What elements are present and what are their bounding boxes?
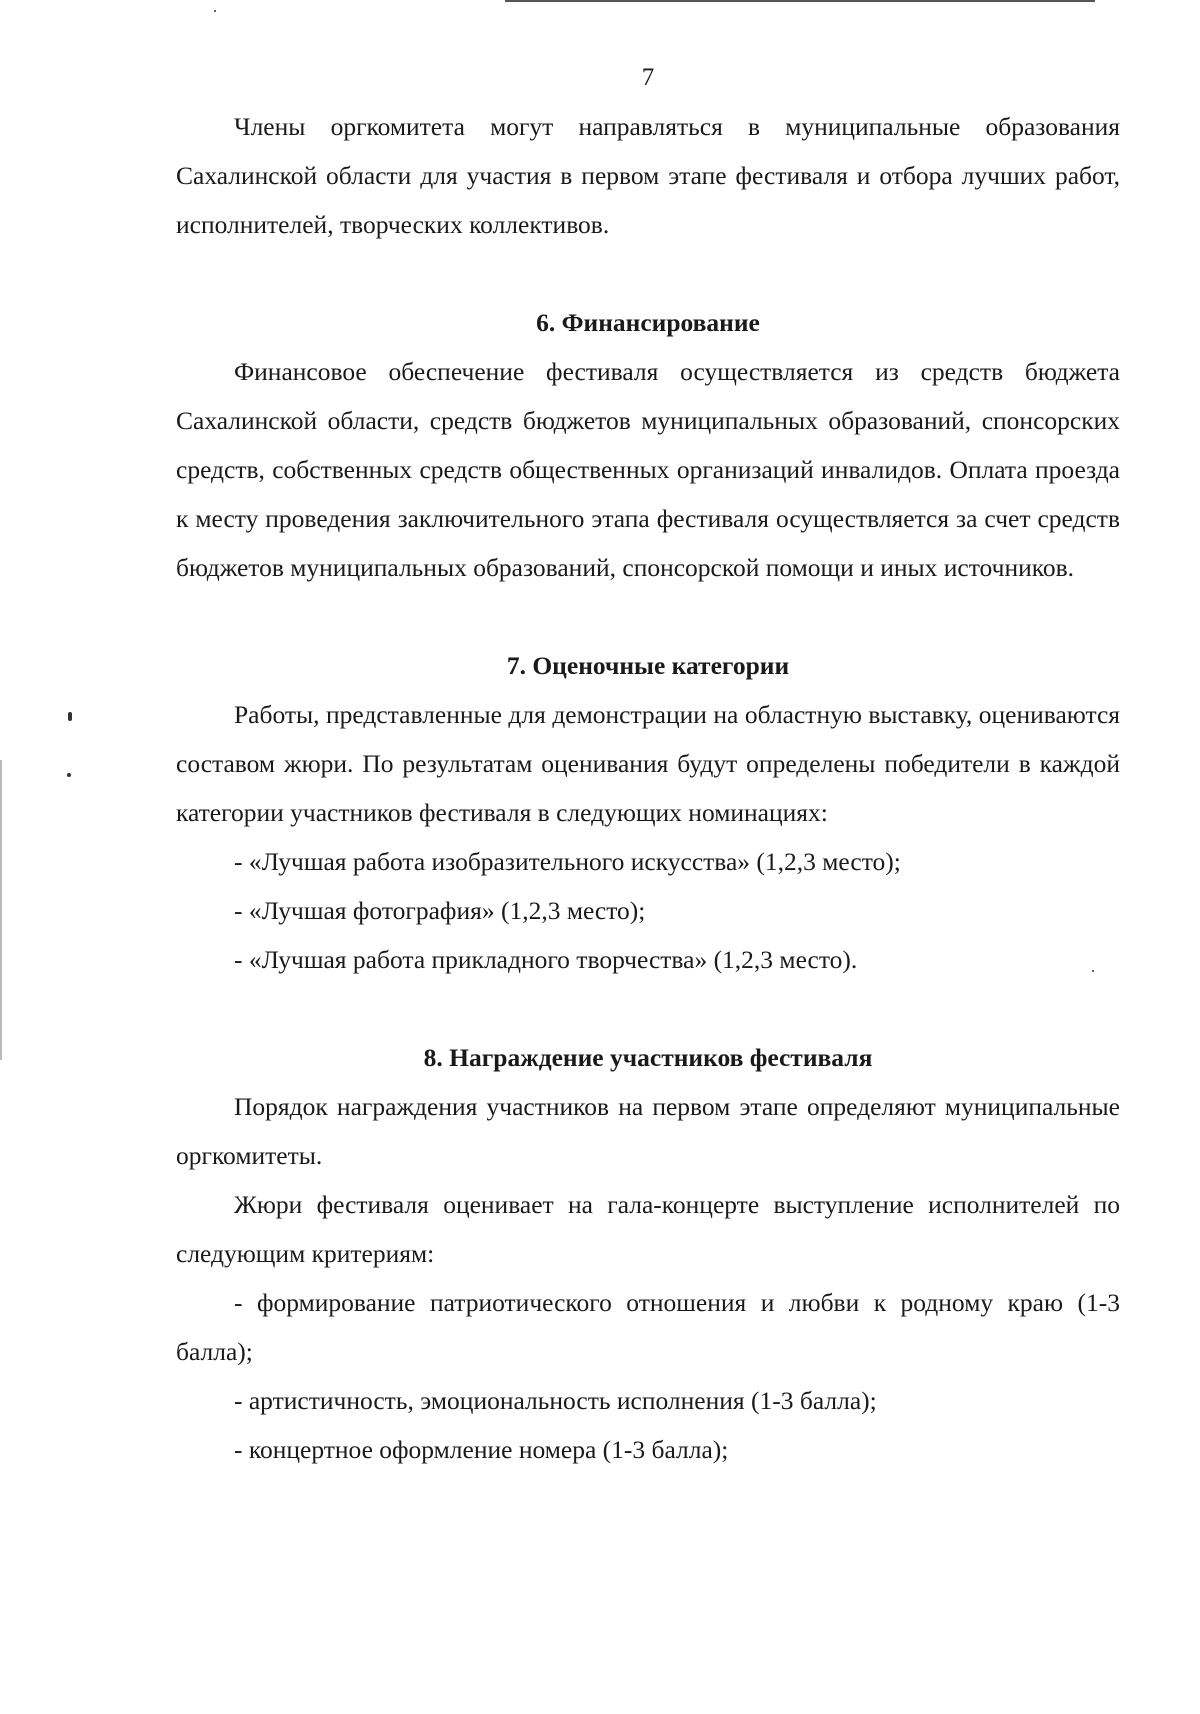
section-8-paragraph: Жюри фестиваля оценивает на гала-концерте выступление исполнителей по следующим критериям: — [176, 1190, 1120, 1268]
section-gap — [176, 592, 1120, 641]
scan-speck — [1092, 970, 1094, 972]
criteria-item: - концертное оформление номера (1-3 балла); — [234, 1435, 729, 1464]
section-8-heading: 8. Награждение участников фестиваля — [423, 1043, 873, 1072]
nomination-item: - «Лучшая работа прикладного творчества» (1,2,3 место). — [234, 945, 858, 974]
section-7-paragraph: Работы, представленные для демонстрации на областную выставку, оцениваются составом жюри. По результатам оценивания будут определены победители в каждой категории участников фестиваля в следующих номинациях: — [176, 700, 1120, 827]
scan-speck — [214, 10, 216, 12]
page-number: 7 — [641, 64, 655, 91]
section-7-heading: 7. Оценочные категории — [506, 651, 790, 680]
section-gap — [176, 249, 1120, 298]
section-8-paragraph: Порядок награждения участников на первом этапе определяют муниципальные оргкомитеты. — [176, 1092, 1120, 1170]
criteria-item: - артистичность, эмоциональность исполнения (1-3 балла); — [234, 1386, 877, 1415]
scan-speck — [67, 773, 71, 777]
document-page — [176, 64, 1120, 1474]
nomination-item: - «Лучшая фотография» (1,2,3 место); — [234, 896, 646, 925]
scan-left-edge — [0, 760, 2, 1060]
section-gap — [176, 984, 1120, 1033]
section-6-heading: 6. Финансирование — [536, 308, 760, 337]
criteria-item: - формирование патриотического отношения и любви к родному краю (1-3 балла); — [176, 1288, 1120, 1366]
scan-top-edge — [505, 0, 1095, 2]
scan-speck — [68, 712, 72, 721]
intro-paragraph: Члены оргкомитета могут направляться в муниципальные образования Сахалинской области для участия в первом этапе фестиваля и отбора лучших работ, исполнителей, творческих коллективов. — [176, 112, 1120, 239]
section-6-paragraph: Финансовое обеспечение фестиваля осуществляется из средств бюджета Сахалинской области, средств бюджетов муниципальных образований, спонсорских средств, собственных средств общественных организаций инвалидов. Оплата проезда к месту проведения заключительного этапа фестиваля осуществляется за счет средств бюджетов муниципальных образований, спонсорской помощи и иных источников. — [176, 357, 1120, 582]
nomination-item: - «Лучшая работа изобразительного искусства» (1,2,3 место); — [234, 847, 901, 876]
